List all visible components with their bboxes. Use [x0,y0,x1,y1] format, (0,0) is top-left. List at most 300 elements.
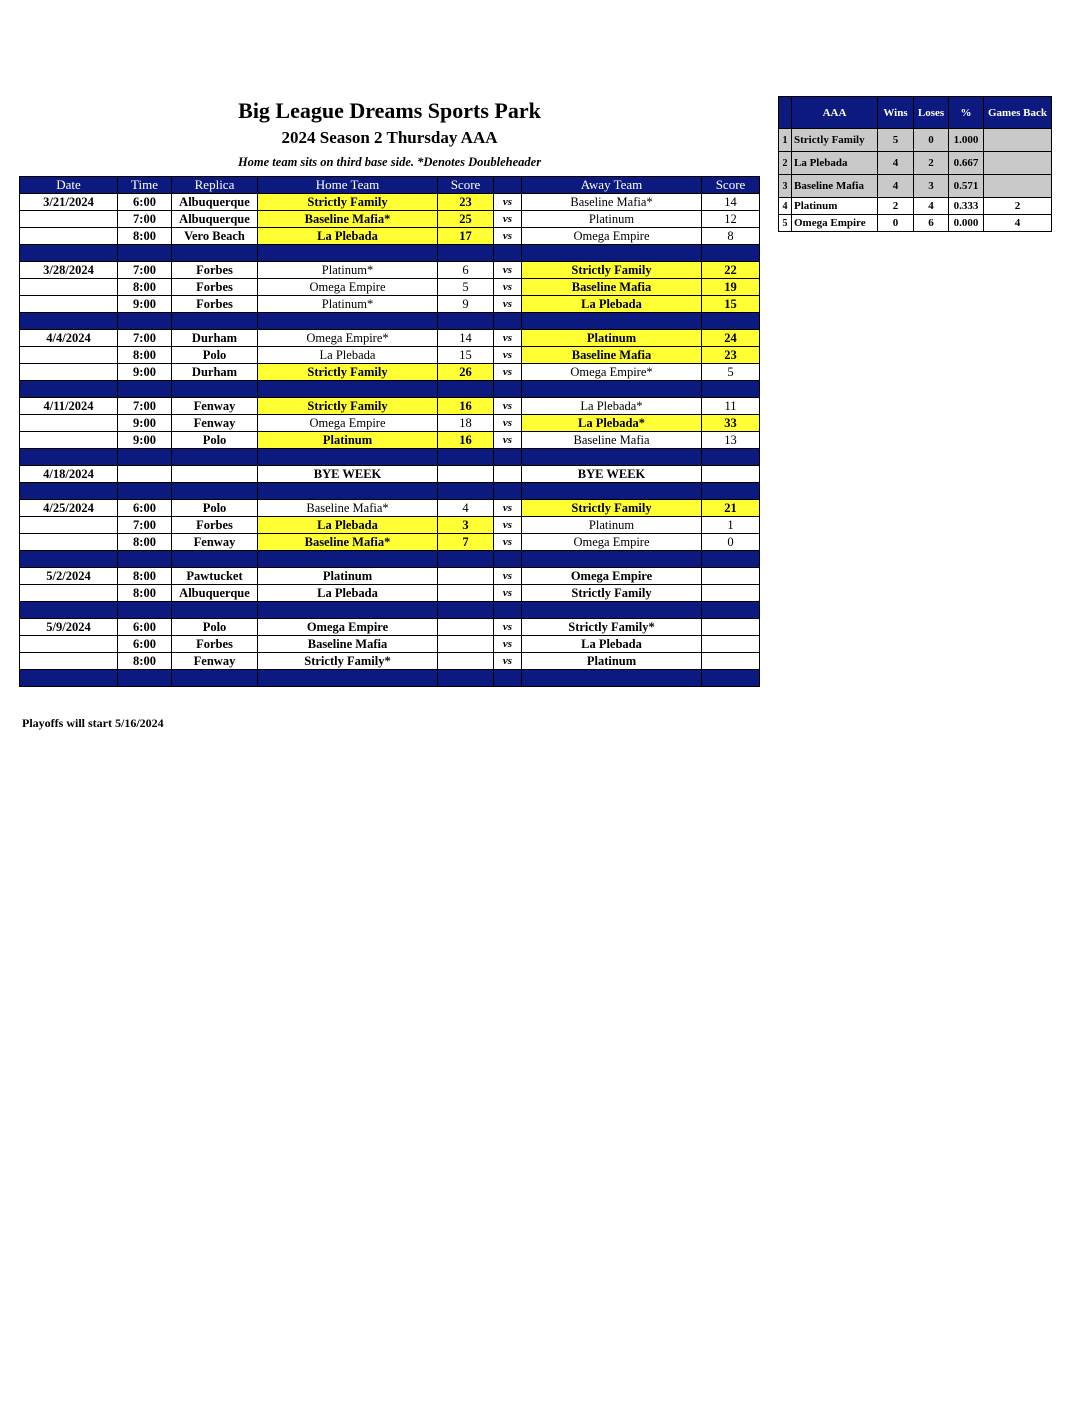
game-date [20,296,118,313]
away-team: Omega Empire [522,228,702,245]
away-score: 22 [702,262,760,279]
game-replica: Durham [172,330,258,347]
away-score: 15 [702,296,760,313]
table-row [20,330,760,347]
separator-cell [438,551,494,568]
separator-cell [118,313,172,330]
separator-cell [438,313,494,330]
table-row [20,432,760,449]
separator-cell [702,551,760,568]
week-separator [20,245,760,262]
standing-rank: 3 [779,175,792,198]
game-replica [172,466,258,483]
vs-label: vs [494,228,522,245]
vs-label: vs [494,262,522,279]
doubleheader-note: Home team sits on third base side. *Denotes Doubleheader [237,155,542,169]
separator-cell [522,381,702,398]
home-score [438,636,494,653]
standing-wins: 2 [878,198,914,215]
home-score [438,619,494,636]
standing-wins: 4 [878,152,914,175]
away-score: 24 [702,330,760,347]
table-row [20,517,760,534]
standings-row [779,198,1052,215]
away-score: 12 [702,211,760,228]
home-score: 3 [438,517,494,534]
col-vs-header [494,177,522,194]
vs-label [494,466,522,483]
separator-cell [20,381,118,398]
standings-wins-header: Wins [878,97,914,129]
table-row [20,347,760,364]
table-row [20,466,760,483]
standing-loses: 2 [914,152,949,175]
standing-wins: 5 [878,129,914,152]
home-score: 14 [438,330,494,347]
home-team: La Plebada [258,517,438,534]
away-score: 13 [702,432,760,449]
home-team: Omega Empire [258,279,438,296]
schedule-header-row [20,177,760,194]
separator-cell [494,313,522,330]
away-team: La Plebada* [522,398,702,415]
standing-games-back: 2 [984,198,1052,215]
separator-cell [20,670,118,687]
game-date [20,364,118,381]
standing-games-back [984,129,1052,152]
game-replica: Durham [172,364,258,381]
vs-label: vs [494,585,522,602]
separator-cell [522,313,702,330]
separator-cell [494,483,522,500]
separator-cell [702,602,760,619]
game-date [20,347,118,364]
away-team: Strictly Family [522,500,702,517]
home-team: Platinum [258,568,438,585]
separator-cell [20,483,118,500]
game-time: 6:00 [118,619,172,636]
game-time [118,466,172,483]
vs-label: vs [494,330,522,347]
vs-label: vs [494,517,522,534]
table-row [20,211,760,228]
away-team: Strictly Family [522,262,702,279]
game-date: 4/18/2024 [20,466,118,483]
game-date: 3/28/2024 [20,262,118,279]
standing-team: Omega Empire [792,215,878,232]
separator-cell [494,449,522,466]
away-team: La Plebada* [522,415,702,432]
separator-cell [20,449,118,466]
separator-cell [20,551,118,568]
game-time: 6:00 [118,636,172,653]
game-replica: Fenway [172,534,258,551]
standing-team: Strictly Family [792,129,878,152]
home-score: 9 [438,296,494,313]
separator-cell [438,483,494,500]
game-replica: Forbes [172,296,258,313]
separator-cell [118,483,172,500]
schedule-table [19,176,760,687]
game-replica: Polo [172,619,258,636]
table-row [20,585,760,602]
vs-label: vs [494,296,522,313]
home-score: 16 [438,432,494,449]
game-time: 8:00 [118,347,172,364]
table-row [20,619,760,636]
game-time: 7:00 [118,517,172,534]
game-replica: Fenway [172,653,258,670]
table-row [20,194,760,211]
home-score [438,466,494,483]
away-team: La Plebada [522,296,702,313]
away-score [702,466,760,483]
home-score: 18 [438,415,494,432]
vs-label: vs [494,211,522,228]
separator-cell [438,245,494,262]
separator-cell [522,551,702,568]
separator-cell [522,245,702,262]
separator-cell [172,602,258,619]
away-score: 19 [702,279,760,296]
game-time: 7:00 [118,211,172,228]
game-replica: Albuquerque [172,194,258,211]
game-replica: Forbes [172,517,258,534]
separator-cell [494,551,522,568]
standing-games-back [984,175,1052,198]
game-date [20,211,118,228]
standing-rank: 4 [779,198,792,215]
vs-label: vs [494,432,522,449]
game-date: 5/9/2024 [20,619,118,636]
table-row [20,279,760,296]
home-score: 16 [438,398,494,415]
away-score: 5 [702,364,760,381]
table-row [20,415,760,432]
game-date [20,585,118,602]
game-time: 8:00 [118,228,172,245]
separator-cell [522,483,702,500]
home-score: 23 [438,194,494,211]
separator-cell [172,449,258,466]
standing-team: La Plebada [792,152,878,175]
game-date: 3/21/2024 [20,194,118,211]
vs-label: vs [494,364,522,381]
home-score [438,585,494,602]
game-time: 8:00 [118,653,172,670]
table-row [20,364,760,381]
game-date: 4/4/2024 [20,330,118,347]
home-team: BYE WEEK [258,466,438,483]
away-score [702,636,760,653]
separator-cell [118,551,172,568]
standing-rank: 1 [779,129,792,152]
away-team: La Plebada [522,636,702,653]
away-team: Omega Empire* [522,364,702,381]
separator-cell [702,245,760,262]
game-time: 8:00 [118,568,172,585]
home-score: 17 [438,228,494,245]
separator-cell [258,449,438,466]
separator-cell [494,381,522,398]
game-date [20,653,118,670]
game-time: 9:00 [118,364,172,381]
separator-cell [702,449,760,466]
separator-cell [522,449,702,466]
home-score [438,653,494,670]
separator-cell [702,483,760,500]
game-replica: Pawtucket [172,568,258,585]
game-replica: Fenway [172,398,258,415]
away-score: 1 [702,517,760,534]
home-team: Omega Empire [258,415,438,432]
separator-cell [258,313,438,330]
separator-cell [118,449,172,466]
separator-cell [494,602,522,619]
week-separator [20,449,760,466]
separator-cell [118,381,172,398]
away-team: Baseline Mafia [522,347,702,364]
standing-loses: 3 [914,175,949,198]
standing-team: Baseline Mafia [792,175,878,198]
col-time-header: Time [118,177,172,194]
game-date [20,636,118,653]
home-team: Strictly Family [258,364,438,381]
page-title: Big League Dreams Sports Park [238,98,541,123]
away-team: Strictly Family [522,585,702,602]
separator-cell [494,245,522,262]
game-time: 9:00 [118,432,172,449]
standing-pct: 0.000 [949,215,984,232]
away-team: BYE WEEK [522,466,702,483]
away-team: Platinum [522,211,702,228]
away-team: Platinum [522,517,702,534]
vs-label: vs [494,398,522,415]
away-team: Baseline Mafia [522,432,702,449]
game-replica: Forbes [172,636,258,653]
standings-row [779,129,1052,152]
standing-games-back [984,152,1052,175]
standing-team: Platinum [792,198,878,215]
standing-loses: 6 [914,215,949,232]
game-date [20,415,118,432]
away-team: Baseline Mafia* [522,194,702,211]
separator-cell [172,670,258,687]
separator-cell [172,381,258,398]
away-score [702,585,760,602]
separator-cell [522,602,702,619]
game-date [20,432,118,449]
game-date: 4/11/2024 [20,398,118,415]
separator-cell [702,313,760,330]
standing-pct: 1.000 [949,129,984,152]
game-replica: Polo [172,432,258,449]
standings-row [779,215,1052,232]
game-replica: Fenway [172,415,258,432]
home-team: Strictly Family* [258,653,438,670]
standings-games-back-header: Games Back [984,97,1052,129]
standings-loses-header: Loses [914,97,949,129]
away-score: 14 [702,194,760,211]
away-team: Platinum [522,653,702,670]
game-time: 6:00 [118,500,172,517]
table-row [20,568,760,585]
standings-rank-header [779,97,792,129]
game-replica: Polo [172,500,258,517]
separator-cell [172,313,258,330]
game-replica: Albuquerque [172,585,258,602]
separator-cell [118,602,172,619]
away-score: 23 [702,347,760,364]
home-score: 4 [438,500,494,517]
separator-cell [438,449,494,466]
separator-cell [20,245,118,262]
playoffs-note: Playoffs will start 5/16/2024 [22,716,164,730]
table-row [20,296,760,313]
away-score [702,568,760,585]
home-team: La Plebada [258,347,438,364]
separator-cell [20,602,118,619]
game-time: 9:00 [118,296,172,313]
game-time: 7:00 [118,262,172,279]
away-score: 21 [702,500,760,517]
game-time: 8:00 [118,279,172,296]
week-separator [20,381,760,398]
vs-label: vs [494,194,522,211]
col-date-header: Date [20,177,118,194]
standing-pct: 0.667 [949,152,984,175]
home-score: 5 [438,279,494,296]
away-team: Strictly Family* [522,619,702,636]
game-date [20,228,118,245]
vs-label: vs [494,415,522,432]
separator-cell [118,670,172,687]
standings-row [779,175,1052,198]
separator-cell [438,381,494,398]
away-score: 33 [702,415,760,432]
home-team: Platinum* [258,296,438,313]
home-score: 6 [438,262,494,279]
game-time: 7:00 [118,398,172,415]
week-separator [20,602,760,619]
standing-pct: 0.333 [949,198,984,215]
away-team: Omega Empire [522,534,702,551]
separator-cell [20,313,118,330]
standing-loses: 4 [914,198,949,215]
table-row [20,228,760,245]
separator-cell [438,602,494,619]
home-team: Baseline Mafia [258,636,438,653]
home-team: Platinum* [258,262,438,279]
vs-label: vs [494,619,522,636]
game-date: 5/2/2024 [20,568,118,585]
table-row [20,653,760,670]
game-replica: Polo [172,347,258,364]
col-home-score-header: Score [438,177,494,194]
home-team: Platinum [258,432,438,449]
away-team: Omega Empire [522,568,702,585]
standings-row [779,152,1052,175]
col-away-team-header: Away Team [522,177,702,194]
home-score: 7 [438,534,494,551]
separator-cell [702,670,760,687]
standings-division-header: AAA [792,97,878,129]
vs-label: vs [494,636,522,653]
table-row [20,500,760,517]
game-replica: Forbes [172,262,258,279]
vs-label: vs [494,347,522,364]
home-team: La Plebada [258,585,438,602]
table-row [20,534,760,551]
vs-label: vs [494,534,522,551]
game-replica: Vero Beach [172,228,258,245]
page-subtitle: 2024 Season 2 Thursday AAA [281,128,498,147]
home-score [438,568,494,585]
game-date [20,517,118,534]
separator-cell [258,670,438,687]
home-score: 15 [438,347,494,364]
game-time: 9:00 [118,415,172,432]
away-score [702,653,760,670]
separator-cell [258,245,438,262]
separator-cell [702,381,760,398]
week-separator [20,313,760,330]
separator-cell [258,551,438,568]
home-team: Baseline Mafia* [258,534,438,551]
away-team: Platinum [522,330,702,347]
standing-loses: 0 [914,129,949,152]
separator-cell [258,381,438,398]
home-team: Strictly Family [258,398,438,415]
standing-wins: 4 [878,175,914,198]
game-time: 7:00 [118,330,172,347]
home-team: Omega Empire [258,619,438,636]
vs-label: vs [494,568,522,585]
separator-cell [172,483,258,500]
table-row [20,262,760,279]
vs-label: vs [494,653,522,670]
away-score: 11 [702,398,760,415]
standing-games-back: 4 [984,215,1052,232]
game-time: 8:00 [118,585,172,602]
standing-rank: 2 [779,152,792,175]
game-time: 8:00 [118,534,172,551]
table-row [20,398,760,415]
away-score: 8 [702,228,760,245]
separator-cell [522,670,702,687]
col-away-score-header: Score [702,177,760,194]
standing-wins: 0 [878,215,914,232]
week-separator [20,670,760,687]
separator-cell [118,245,172,262]
table-row [20,636,760,653]
vs-label: vs [494,279,522,296]
home-team: Baseline Mafia* [258,211,438,228]
home-score: 25 [438,211,494,228]
standings-pct-header: % [949,97,984,129]
separator-cell [258,602,438,619]
game-time: 6:00 [118,194,172,211]
separator-cell [258,483,438,500]
game-replica: Forbes [172,279,258,296]
separator-cell [172,551,258,568]
home-team: Omega Empire* [258,330,438,347]
standings-table [778,96,1052,232]
game-replica: Albuquerque [172,211,258,228]
separator-cell [494,670,522,687]
home-team: Strictly Family [258,194,438,211]
game-date [20,279,118,296]
